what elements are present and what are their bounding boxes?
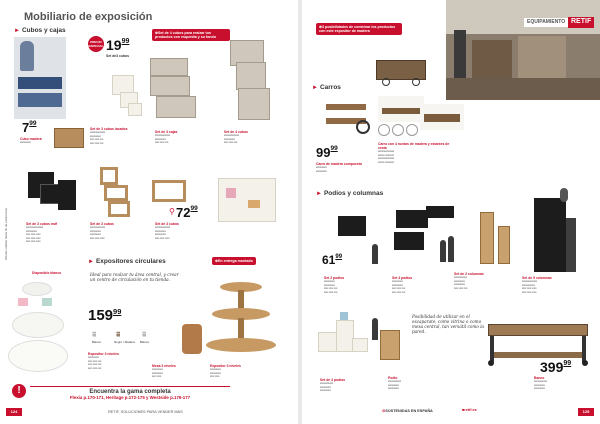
mannequin-shape [448, 236, 454, 262]
section-cubes-heading: ► Cubos y cajas [14, 27, 66, 34]
exclamation-icon: ! [12, 384, 26, 398]
crate [150, 58, 188, 76]
plus-circle-icon: ⊕ [319, 25, 323, 29]
mesa-spec: ▪▪▪▪▪▪▪▪▪▪ ▪▪▪▪▪▪▪▪▪▪ ▪▪▪▪ ▪▪▪▪ [152, 367, 163, 379]
jeans-stack [18, 93, 62, 107]
set4-spec: ▪▪▪▪▪▪▪▪▪▪▪▪▪▪ ▪▪▪▪▪▪▪▪▪▪ ▪▪▪▪ ▪▪▪▪ ▪▪▪ [224, 133, 239, 145]
wood-frame [108, 201, 130, 217]
variant-swatches [92, 330, 172, 350]
clothing-rack [472, 40, 512, 78]
store-photo [446, 0, 600, 100]
variant-circle [378, 124, 390, 136]
mannequin-shape [20, 41, 34, 71]
jeans-display-photo [14, 37, 66, 119]
small-round-table [182, 324, 202, 354]
swatch-label: Negro / Madera [114, 340, 135, 344]
side-text: Ofertas válidas hasta fin de existencias [4, 207, 8, 260]
set3-price: $72^{99}$ [176, 205, 198, 220]
section-carros-heading: ► Carros [312, 84, 341, 91]
wheel-icon [582, 360, 588, 366]
bench-shelf [494, 352, 582, 358]
right-page [302, 0, 600, 424]
white-round-display [8, 282, 68, 374]
pole [238, 318, 244, 340]
wheel-icon [412, 78, 420, 86]
mini-display-icon: ⩩ [142, 330, 147, 339]
black-cube [40, 184, 60, 204]
mini-display-icon: ⩩ [116, 330, 121, 339]
pod4-label: Podio [388, 376, 398, 380]
white-podium [352, 338, 368, 352]
grey-shelf-box [236, 62, 266, 90]
wood-column [498, 226, 510, 264]
pod1-label: Set 2 podios [324, 276, 345, 280]
wheel-icon [488, 360, 494, 366]
mannequin-shape [372, 244, 378, 264]
bench-top [488, 324, 588, 336]
wooden-round-table [206, 282, 276, 372]
jeans-price: $7^{99}$ [22, 120, 37, 135]
handwritten-note: Ideal para realzar tu área central, y crear un centro de circulación en tu tienda. [90, 272, 179, 282]
circular-price: $159^{99}$ [88, 307, 122, 324]
triangle-icon: ► [88, 259, 94, 265]
wood-column [480, 212, 494, 264]
podium-price: $61^{99}$ [322, 253, 343, 267]
vit-label: Set de 5 columnas [522, 276, 552, 280]
circular-label: Expositor 3 niveles [88, 352, 119, 356]
exp-label: Expositor 3 niveles [210, 364, 241, 368]
combination-callout: ⊕3 posibilidades de combinar los productos con este expositor de madera [316, 23, 402, 35]
wood-frame [100, 167, 118, 185]
wood-frame [152, 180, 186, 202]
mannequin-shape [560, 188, 568, 202]
mini-display-icon: ⩩ [92, 330, 97, 339]
swatch-label: Blanco [140, 340, 150, 344]
pod2-label: Set 3 podios [392, 276, 413, 280]
delivered-mounted-badge: ⊕En entrega montado [212, 257, 256, 265]
jeans-stack [18, 77, 62, 89]
cart-variant-photo [420, 104, 464, 130]
tier [22, 282, 52, 296]
black-podium [396, 210, 428, 228]
carro2-spec: ▪▪▪▪▪▪▪▪▪▪▪▪▪▪▪ ▪▪▪▪▪▪ ▪▪▪▪▪▪▪▪ ▪▪▪▪▪▪▪▪▪▪▪▪▪▪▪ ▪▪▪▪▪▪ ▪▪▪▪▪▪▪▪ [378, 149, 394, 164]
triangle-icon: ► [312, 85, 318, 91]
hero-caption: Set de3 cubos [106, 54, 129, 58]
black-podium [426, 206, 454, 218]
handwritten-note: Posibilidad de utilizar en el escaparate, como vitrina o como mesa central, tan versátil como la pared. [412, 314, 485, 334]
floor [446, 78, 600, 100]
jeans-spec: ▪▪▪▪▪▪▪▪▪▪ [20, 140, 31, 144]
set3d-label: Set de 3 cubos [155, 222, 179, 226]
cart-variant-photo [378, 96, 424, 122]
set4-label: Set de 4 cubos [224, 130, 248, 134]
bench-price: $399^{99}$ [540, 359, 572, 375]
plus-circle-icon: ⊕ [155, 31, 159, 35]
pole [238, 290, 244, 310]
footer-left-text: ⊙SOSTENIDAS EN ESPAÑA [382, 409, 433, 413]
col-label: Set de 2 columnas [454, 272, 484, 276]
exp-spec: ▪▪▪▪▪▪▪▪▪▪ ▪▪▪▪▪▪▪▪▪▪ ▪▪▪▪ ▪▪▪▪ [210, 367, 221, 379]
cart-shelf [326, 104, 366, 110]
carro-label: Carro de madera compuesto [316, 162, 362, 166]
footer-range-box [30, 386, 230, 408]
mesa-label: Mesa 3 niveles [152, 364, 176, 368]
brand-logo: RETIF [568, 17, 594, 28]
white-shelving [218, 178, 276, 222]
bench-label: Banco [534, 376, 545, 380]
section-circular-heading: ► Expositores circulares [88, 258, 166, 265]
triangle-icon: ► [14, 28, 20, 34]
special-price-badge: PRECIO ESPECIAL [88, 36, 104, 52]
carro-price: $99^{99}$ [316, 145, 338, 160]
black-podium [338, 216, 366, 236]
footer-subtitle: Flexia p.170-171, Heritage p.172-175 y Westside p.176-177 [69, 395, 191, 400]
white-cube [128, 103, 142, 116]
set3c-label: Set de 3 cubos [90, 222, 114, 226]
black-podium [394, 232, 424, 250]
crate [150, 76, 190, 96]
circular-spec: ▪▪▪▪▪▪▪▪▪▪ ▪▪▪▪ ▪▪▪▪ ▪▪▪ ▪▪▪▪ ▪▪▪▪ ▪▪▪ ▪▪▪▪ ▪▪▪▪ ▪▪▪ [88, 355, 102, 370]
search-icon: ⚲ [169, 207, 175, 216]
variant-circle [392, 124, 404, 136]
col-spec: ▪▪▪▪▪▪▪▪▪▪▪▪ ▪▪▪▪▪▪▪▪▪▪ ▪▪▪▪▪▪▪▪▪▪ ▪▪▪▪ ▪▪▪▪ ▪▪▪ [454, 275, 468, 290]
page-title: Mobiliario de exposición [24, 11, 153, 23]
set3-spec: ▪▪▪▪▪▪▪▪▪▪▪▪▪▪ ▪▪▪▪▪▪▪▪▪▪ ▪▪▪▪ ▪▪▪▪ ▪▪▪ ▪▪▪▪ ▪▪▪▪ ▪▪▪ [90, 130, 105, 145]
footer-right-text[interactable]: ■retif.es [462, 408, 477, 412]
left-page [0, 0, 298, 424]
carro-spec: ▪▪▪▪▪▪▪▪▪▪ ▪▪▪▪▪▪▪▪▪▪ [316, 165, 327, 173]
product-item [340, 312, 348, 320]
crate [156, 96, 196, 118]
black-cube [58, 180, 76, 210]
wood-frame [104, 185, 128, 201]
wheel-icon [356, 120, 370, 134]
set3b-label: Set de 3 cubos mdf [26, 222, 58, 226]
planter-cart [376, 60, 426, 80]
section-podios-heading: ► Podios y columnas [316, 190, 384, 197]
industrial-bench [488, 324, 588, 366]
set-callout: ⊕Set de 4 cubos para realzar tus productos con esquinita y su fondo [152, 29, 230, 41]
grey-shelf-box [238, 88, 270, 120]
page-number: 124 [6, 408, 22, 416]
square-icon: ■ [462, 408, 465, 412]
wooden-crate [54, 128, 84, 148]
product-item [226, 188, 236, 198]
jeans-label: Cubo madera [20, 137, 42, 141]
pod4-spec: ▪▪▪▪▪▪▪▪▪▪▪▪ ▪▪▪▪▪▪▪▪▪▪ ▪▪▪▪▪▪▪▪▪▪ [388, 379, 401, 391]
tier [206, 338, 276, 352]
wooden-cart [326, 104, 372, 134]
vit-spec: ▪▪▪▪▪▪▪▪▪▪▪▪▪▪ ▪▪▪▪▪▪▪▪▪▪▪▪ ▪▪▪▪ ▪▪▪▪ ▪▪▪▪ ▪▪▪▪ ▪▪▪▪ ▪▪▪▪ [522, 279, 537, 294]
mannequin-shape [454, 30, 466, 80]
footer-brand: RETIF, SOLUCIONES PARA VENDER MÁS [108, 410, 183, 414]
pod3-spec: ▪▪▪▪▪▪▪▪▪▪▪▪ ▪▪▪▪▪▪▪▪▪▪ ▪▪▪▪▪▪▪▪▪▪ [320, 381, 333, 393]
white-available-label: Disponible blanco [32, 271, 62, 275]
cart-shelf [382, 108, 420, 114]
footer-title: Encuentra la gama completa [89, 389, 171, 395]
white-podium [318, 332, 338, 352]
swatch-label: Blanco [92, 340, 102, 344]
bench-spec: ▪▪▪▪▪▪▪▪▪▪▪▪ ▪▪▪▪▪▪▪▪▪▪ ▪▪▪▪▪▪▪▪▪▪ [534, 379, 547, 391]
set3-crates-label: Set de 3 cajas [155, 130, 178, 134]
pod3-label: Set de 4 podios [320, 378, 346, 382]
variant-circle [406, 124, 418, 136]
plus-circle-icon: ⊕ [215, 259, 219, 263]
triangle-icon: ► [316, 191, 322, 197]
mannequin-shape [440, 240, 446, 262]
location-pin-icon: ⊙ [382, 409, 386, 413]
tier [12, 312, 64, 338]
black-vitrine [556, 218, 576, 272]
mannequin-shape [372, 318, 378, 340]
clothing-rack [518, 36, 566, 78]
pod1-spec: ▪▪▪▪▪▪▪▪▪▪ ▪▪▪▪▪▪▪▪▪▪ ▪▪▪▪ ▪▪▪▪ ▪▪▪ ▪▪▪▪ ▪▪▪▪ ▪▪▪ [324, 279, 338, 294]
set3-crates-spec: ▪▪▪▪▪▪▪▪▪▪▪▪▪▪ ▪▪▪▪▪▪▪▪▪▪ ▪▪▪▪ ▪▪▪▪ ▪▪▪ [155, 133, 170, 145]
product-item [18, 298, 28, 306]
wheel-icon [382, 78, 390, 86]
banner-equipamiento: EQUIPAMIENTO [524, 18, 568, 27]
product-item [42, 298, 52, 306]
set3-label: Set de 3 cubos lacados [90, 127, 128, 131]
product-item [248, 200, 260, 208]
tier [8, 340, 68, 372]
set3d-spec: ▪▪▪▪▪▪▪▪▪▪▪▪▪▪ ▪▪▪▪▪▪▪▪▪▪ ▪▪▪▪▪▪▪▪▪▪ ▪▪▪▪ ▪▪▪▪ ▪▪▪▪ [155, 225, 170, 240]
wood-podium [380, 330, 400, 360]
bench-leg [582, 336, 586, 362]
set3b-spec: ▪▪▪▪▪▪▪▪▪▪▪▪▪▪▪▪ ▪▪▪▪▪▪▪▪▪▪ ▪▪▪▪ ▪▪▪▪ ▪▪▪▪ ▪▪▪▪ ▪▪▪▪ ▪▪▪▪ ▪▪▪▪ ▪▪▪▪ ▪▪▪▪ [26, 225, 44, 244]
carro2-label: Carro con 4 ruedas de madera y estantes de cesta [378, 142, 450, 150]
bench-leg [490, 336, 494, 362]
pod2-spec: ▪▪▪▪▪▪▪▪▪▪ ▪▪▪▪▪▪▪▪▪▪ ▪▪▪▪ ▪▪▪▪ ▪▪▪ ▪▪▪▪ ▪▪▪▪ ▪▪▪ [392, 279, 406, 294]
page-number: 125 [578, 408, 594, 416]
cart-shelf [424, 114, 460, 122]
hero-price: $19^{99}$ [106, 37, 130, 53]
set3c-spec: ▪▪▪▪▪▪▪▪▪▪▪▪▪▪ ▪▪▪▪▪▪▪▪▪▪ ▪▪▪▪▪▪▪▪▪▪ ▪▪▪▪ ▪▪▪▪ ▪▪▪▪ [90, 225, 105, 240]
